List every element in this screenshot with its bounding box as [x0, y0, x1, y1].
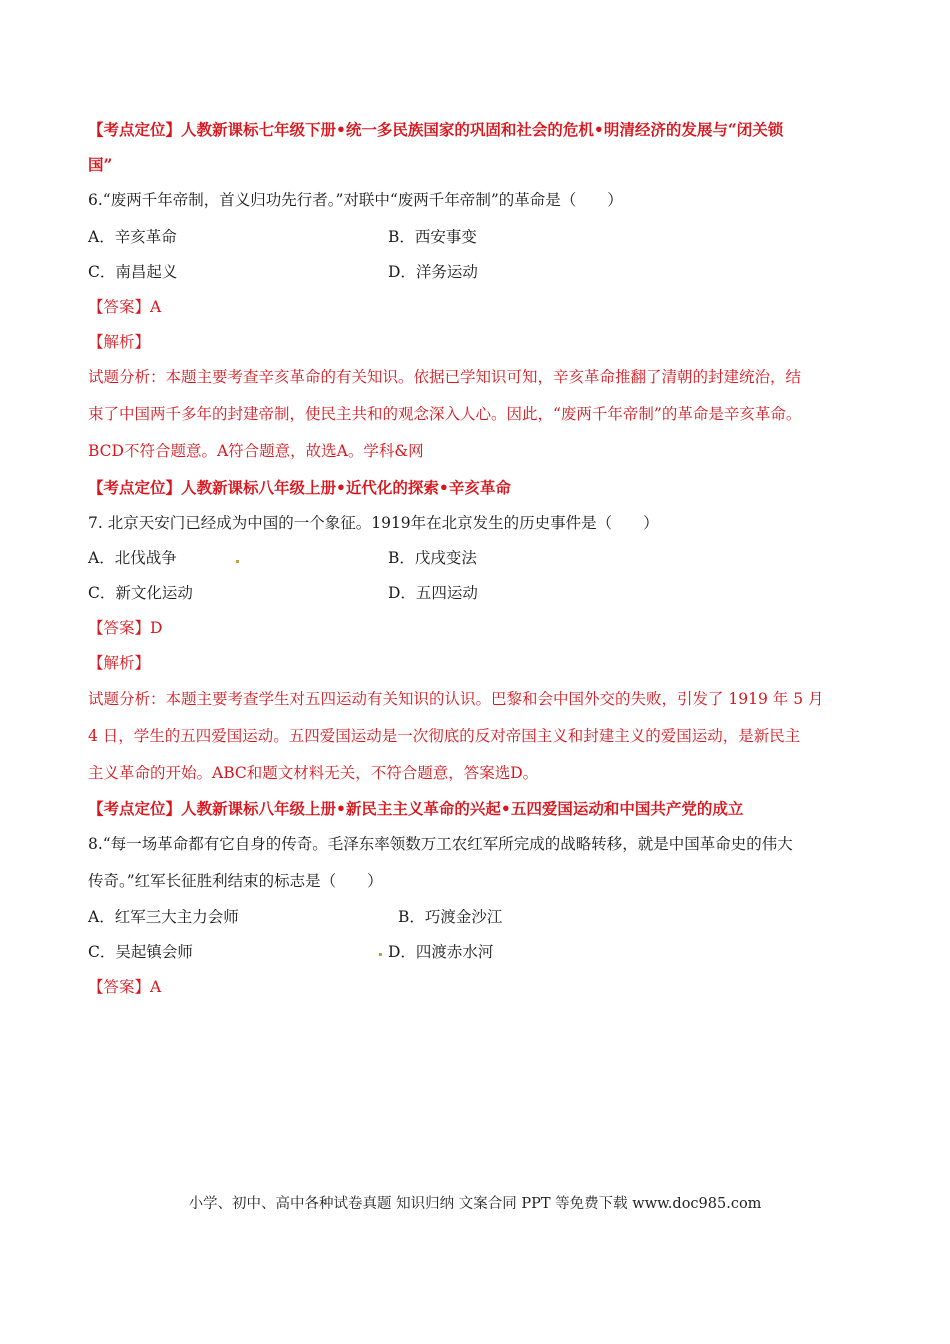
q7-answer: 【答案】D: [88, 619, 163, 637]
q6-analysis-line-2: 束了中国两千多年的封建帝制，使民主共和的观念深入人心。因此，“废两千年帝制”的革命是辛亥革命。: [88, 405, 802, 423]
q8-option-c: C．吴起镇会师: [88, 943, 193, 961]
speck-mark: [379, 953, 382, 956]
q7-option-d: D．五四运动: [388, 584, 478, 602]
q7-analysis-line-1: 试题分析：本题主要考查学生对五四运动有关知识的认识。巴黎和会中国外交的失败，引发了 1919 年 5 月: [88, 690, 824, 708]
q6-option-b: B．西安事变: [388, 228, 477, 246]
q8-option-a: A．红军三大主力会师: [88, 908, 239, 926]
q8-option-b: B．巧渡金沙江: [398, 908, 503, 926]
q6-option-c: C．南昌起义: [88, 263, 178, 281]
q7-option-c: C．新文化运动: [88, 584, 193, 602]
q6-stem: 6.“废两千年帝制，首义归功先行者。”对联中“废两千年帝制”的革命是（ ）: [88, 191, 623, 209]
q6-option-d: D．洋务运动: [388, 263, 478, 281]
q7-stem: 7. 北京天安门已经成为中国的一个象征。1919年在北京发生的历史事件是（ ）: [88, 514, 659, 532]
kaodian-text: 人教新课标八年级上册•近代化的探索•辛亥革命: [181, 478, 511, 497]
kaodian-text: 人教新课标八年级上册•新民主主义革命的兴起•五四爱国运动和中国共产党的成立: [181, 799, 744, 818]
q7-kaodian: [88, 799, 743, 819]
q8-stem-line-2: 传奇。”红军长征胜利结束的标志是（ ）: [88, 872, 383, 890]
q7-analysis-line-3: 主义革命的开始。ABC和题文材料无关，不符合题意，答案选D。: [88, 764, 539, 782]
q7-analysis-line-2: 4 日，学生的五四爱国运动。五四爱国运动是一次彻底的反对帝国主义和封建主义的爱国运动，是新民主: [88, 727, 801, 745]
q6-analysis-line-1: 试题分析：本题主要考查辛亥革命的有关知识。依据已学知识可知，辛亥革命推翻了清朝的封建统治，结: [88, 368, 802, 386]
kaodian-tag: 【考点定位】: [88, 799, 182, 818]
q8-option-d: D．四渡赤水河: [388, 943, 494, 961]
q6-kaodian: [88, 478, 511, 498]
prev-kaodian-cont: 国”: [88, 155, 113, 174]
kaodian-tag: 【考点定位】: [88, 478, 182, 497]
q6-analysis-line-3: BCD不符合题意。A符合题意，故选A。学科&网: [88, 442, 424, 460]
q7-option-b: B．戊戌变法: [388, 549, 477, 567]
q7-option-a: A．北伐战争: [88, 549, 177, 567]
q6-answer: 【答案】A: [88, 298, 162, 316]
q6-option-a: A．辛亥革命: [88, 228, 177, 246]
q6-jiexi-label: 【解析】: [88, 333, 151, 351]
speck-mark: [236, 560, 239, 563]
q8-stem-line-1: 8.“每一场革命都有它自身的传奇。毛泽东率领数万工农红军所完成的战略转移，就是中国革命史的伟大: [88, 835, 793, 853]
q7-jiexi-label: 【解析】: [88, 654, 151, 672]
kaodian-tag: 【考点定位】: [88, 120, 182, 139]
kaodian-text: 人教新课标七年级下册•统一多民族国家的巩固和社会的危机•明清经济的发展与“闭关锁: [181, 120, 784, 139]
prev-kaodian: [88, 120, 783, 140]
q8-answer: 【答案】A: [88, 978, 162, 996]
page-footer: 小学、初中、高中各种试卷真题 知识归纳 文案合同 PPT 等免费下载 www.doc985.com: [188, 1196, 762, 1212]
